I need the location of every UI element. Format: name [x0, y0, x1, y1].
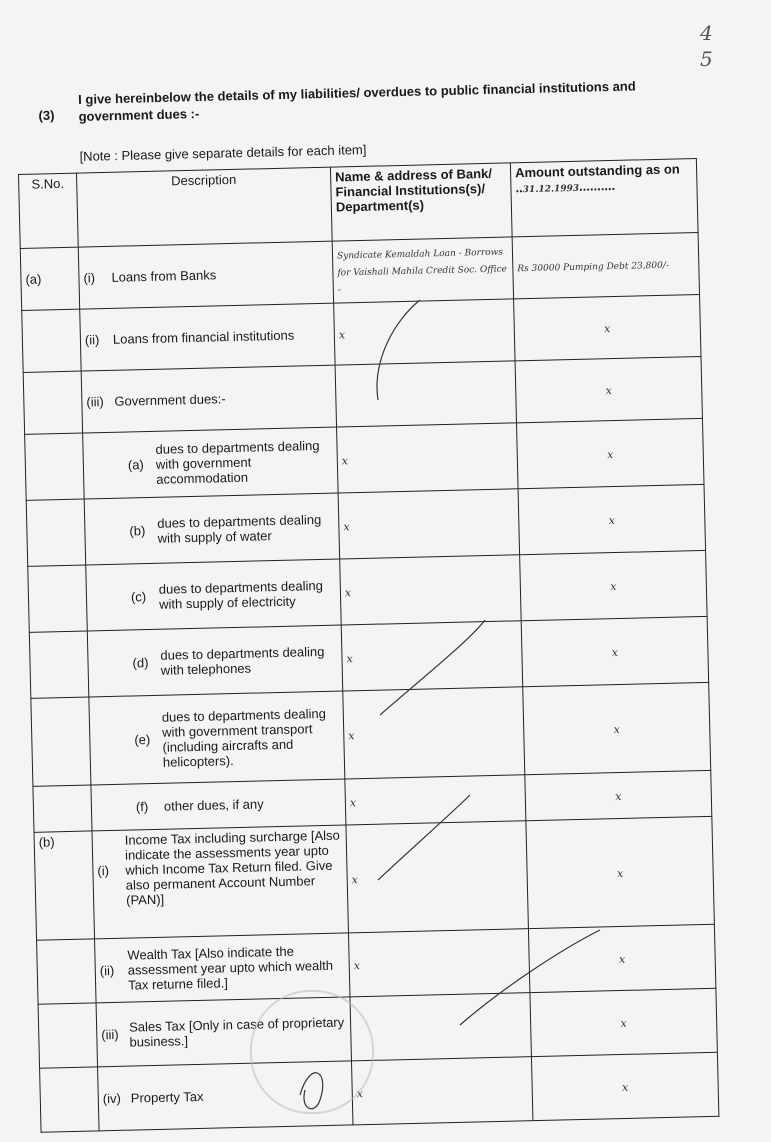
row-description: dues to departments dealing with telephones: [160, 643, 325, 678]
item-number: (i): [83, 270, 96, 286]
item-number: (iii): [86, 394, 104, 410]
cell-sno: [40, 1067, 99, 1132]
amount-entry: x: [615, 789, 622, 804]
cell-description: [87, 625, 342, 697]
cell-bank: [338, 489, 520, 559]
row-description: Government dues:-: [114, 391, 226, 409]
liabilities-table-wrapper: [18, 158, 718, 1120]
cell-amount: [517, 418, 705, 488]
cell-description: [91, 779, 346, 831]
header-sno: S.No.: [19, 173, 79, 248]
sub-label: (b): [129, 523, 146, 539]
cell-sno: [38, 1003, 97, 1068]
cell-amount: [526, 816, 714, 928]
amount-entry: x: [620, 1016, 627, 1031]
cell-amount: [520, 550, 708, 620]
row-description: Loans from financial institutions: [112, 327, 295, 347]
header-amount-date: 31.12.1993: [522, 183, 580, 196]
bank-entry: x: [344, 586, 352, 600]
row-description: Wealth Tax [Also indicate the assessment year upto which wealth Tax returne filed.]: [127, 943, 334, 993]
cell-description: [78, 241, 333, 309]
row-description: dues to departments dealing with government transport (including aircrafts and helicopters).: [161, 705, 327, 770]
sub-label: (f): [135, 799, 149, 815]
row-description: dues to departments dealing with supply of water: [157, 511, 322, 546]
row-description: Property Tax: [130, 1088, 204, 1106]
header-bank: Name & address of Bank/ Financial Institutions(s)/ Department(s): [330, 163, 512, 241]
bank-entry: Syndicate Kemaldah Loan - Borrows for Vaishali Mahila Credit Soc. Office -: [336, 247, 508, 296]
bank-entry: x: [351, 873, 359, 887]
bank-entry: x: [341, 454, 349, 468]
section-heading: I give hereinbelow the details of my liabilities/ overdues to public financial institutions and government dues :-: [78, 78, 636, 125]
cell-description: [92, 825, 348, 939]
section-intro: [38, 76, 698, 165]
cell-sno: [29, 631, 89, 698]
amount-entry: x: [607, 448, 614, 462]
cell-amount: [525, 770, 712, 820]
sub-label: (a): [127, 457, 144, 473]
header-amount-suffix: ..........: [578, 177, 616, 194]
cell-sno: [22, 309, 81, 372]
bank-entry: x: [343, 520, 350, 534]
cell-bank: [335, 361, 516, 427]
cell-amount: [514, 294, 701, 360]
cell-bank: [341, 621, 523, 691]
cell-sno: [25, 433, 85, 500]
amount-entry: x: [613, 722, 621, 737]
header-description: Description: [76, 167, 332, 247]
bank-entry: x: [356, 1087, 364, 1101]
row-description: other dues, if any: [163, 796, 264, 814]
cell-sno: [33, 785, 92, 832]
cell-bank: [340, 555, 522, 625]
row-description: dues to departments dealing with supply of electricity: [158, 577, 324, 612]
sub-label: (c): [130, 589, 147, 605]
cell-amount: [521, 616, 709, 686]
amount-entry: x: [610, 580, 617, 594]
cell-amount: [528, 924, 715, 992]
cell-bank: [346, 821, 528, 933]
sub-label: (d): [132, 655, 149, 671]
amount-entry: x: [616, 866, 624, 881]
page-number-handwritten: 4 5: [700, 21, 713, 71]
cell-amount: [512, 232, 699, 298]
amount-entry: x: [608, 514, 616, 528]
table-row: [31, 682, 711, 786]
cell-bank: [351, 1057, 532, 1125]
row-description: Income Tax including surcharge [Also indicate the assessments year upto which Income Tax Return filed. Give also permanent Account Number (PAN)]: [124, 827, 340, 908]
amount-entry: x: [618, 952, 626, 967]
amount-entry: x: [611, 645, 619, 660]
cell-amount: [531, 1052, 718, 1120]
cell-description: [81, 365, 336, 433]
liabilities-table: [18, 158, 719, 1133]
cell-bank: [337, 423, 519, 493]
cell-sno: [31, 697, 91, 786]
cell-bank: [350, 993, 531, 1061]
item-number: (ii): [84, 332, 100, 348]
cell-sno: [28, 565, 88, 632]
cell-amount: [530, 988, 717, 1056]
cell-sno: (a): [20, 247, 79, 310]
cell-sno: [23, 371, 82, 434]
bank-entry: x: [349, 796, 357, 810]
bank-entry: x: [348, 729, 355, 743]
cell-bank: [334, 299, 515, 365]
cell-amount: [518, 484, 706, 554]
amount-entry: Rs 30000 Pumping Debt 23,800/-: [517, 260, 670, 275]
item-number: (i): [97, 863, 110, 879]
cell-sno: [26, 499, 86, 566]
sub-label: (e): [134, 732, 151, 748]
table-row: [34, 816, 714, 940]
row-description: Sales Tax [Only in case of proprietary business.]: [128, 1014, 345, 1050]
cell-description: [84, 493, 339, 565]
item-number: (iii): [101, 1026, 119, 1043]
row-description: dues to departments dealing with government accommodation: [155, 437, 320, 487]
cell-amount: [515, 356, 702, 422]
cell-description: [86, 559, 341, 631]
row-description: Loans from Banks: [111, 267, 217, 285]
item-number: (ii): [99, 962, 115, 979]
section-number: (3): [38, 107, 55, 123]
header-amount: [510, 159, 698, 237]
cell-sno: (b): [34, 831, 95, 940]
cell-description: [89, 691, 345, 785]
item-number: (iv): [102, 1090, 122, 1107]
amount-entry: x: [605, 384, 613, 398]
cell-bank: [348, 929, 529, 997]
cell-description: [83, 427, 338, 499]
cell-amount: [523, 682, 711, 774]
amount-entry: x: [604, 322, 611, 336]
cell-bank: [343, 687, 525, 779]
bank-entry: x: [338, 328, 346, 342]
bank-entry: x: [353, 959, 361, 973]
amount-entry: x: [621, 1080, 629, 1095]
header-amount-prefix: Amount outstanding as on ..: [514, 161, 680, 196]
table-body: [20, 232, 719, 1132]
cell-bank: [345, 775, 526, 825]
rubber-stamp: [250, 990, 374, 1114]
cell-bank: [332, 237, 513, 303]
section-note: [Note : Please give separate details for each item]: [79, 141, 367, 165]
bank-entry: x: [346, 652, 353, 666]
cell-description: [80, 303, 335, 371]
cell-sno: [37, 939, 96, 1004]
